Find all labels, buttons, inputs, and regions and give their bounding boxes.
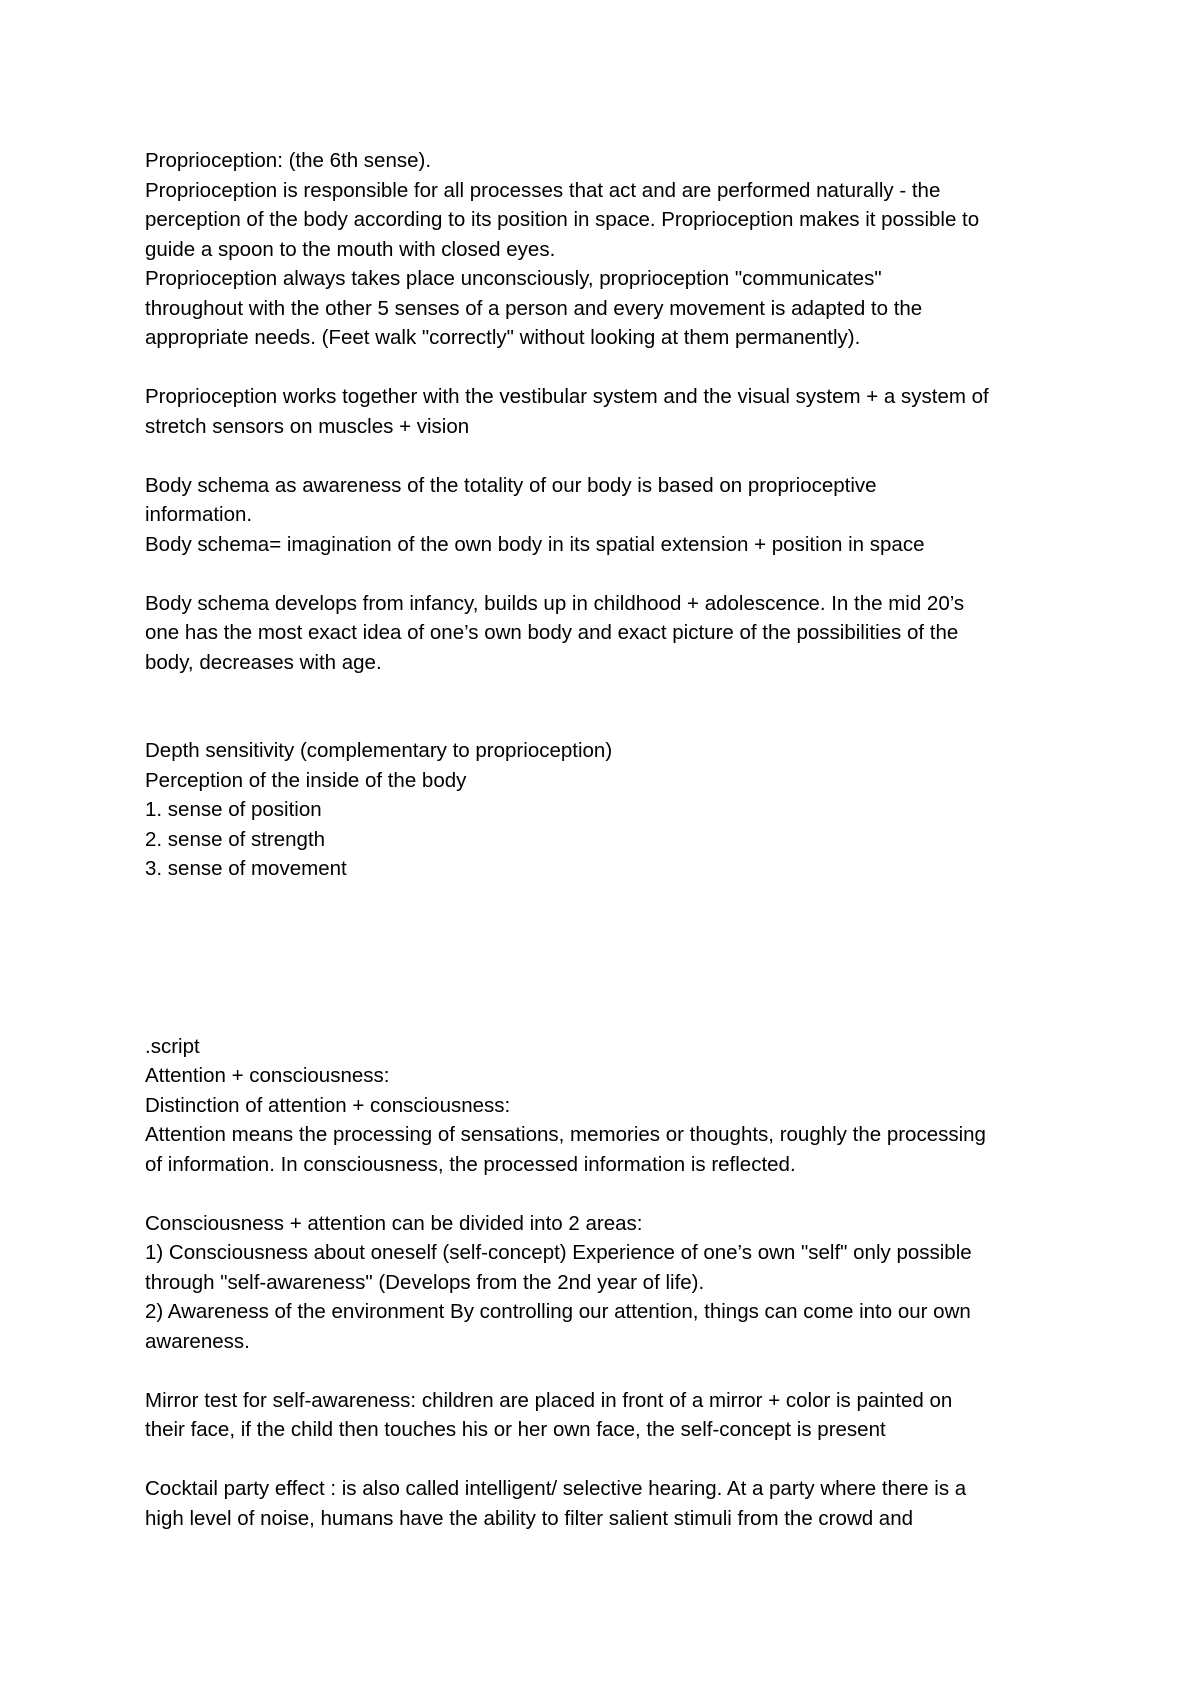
text-line: awareness.: [145, 1329, 250, 1353]
attention-paragraph: [145, 1032, 1075, 1180]
text-line: one has the most exact idea of one’s own body and exact picture of the possibilities of the: [145, 621, 959, 644]
text-line: body, decreases with age.: [145, 650, 382, 674]
paragraph-gap: [145, 441, 1075, 471]
body-schema-paragraph: [145, 471, 1075, 560]
text-line: Distinction of attention + consciousness:: [145, 1093, 511, 1117]
document-body: [145, 146, 1075, 1533]
paragraph-gap: [145, 353, 1075, 383]
list-item: 2) Awareness of the environment By controlling our attention, things can come into our own: [145, 1300, 971, 1323]
text-line: Cocktail party effect : is also called intelligent/ selective hearing. At a party where there is a: [145, 1477, 967, 1500]
text-line: through "self-awareness" (Develops from the 2nd year of life).: [145, 1270, 705, 1294]
text-line: Proprioception works together with the vestibular system and the visual system + a system of: [145, 385, 989, 408]
text-line: high level of noise, humans have the ability to filter salient stimuli from the crowd and: [145, 1506, 913, 1530]
text-line: Body schema as awareness of the totality of our body is based on proprioceptive: [145, 473, 877, 497]
heading-proprioception: Proprioception: (the 6th sense).: [145, 149, 432, 172]
text-line: perception of the body according to its position in space. Proprioception makes it possible to: [145, 208, 980, 231]
text-line: Attention means the processing of sensations, memories or thoughts, roughly the processing: [145, 1123, 986, 1146]
script-label: .script: [145, 1034, 200, 1058]
text-line: information.: [145, 503, 253, 526]
text-line: Consciousness + attention can be divided into 2 areas:: [145, 1211, 643, 1235]
section-gap: [145, 884, 1075, 1032]
text-line: of information. In consciousness, the processed information is reflected.: [145, 1152, 796, 1176]
mirror-test-paragraph: [145, 1386, 1075, 1445]
text-line: appropriate needs. (Feet walk "correctly" without looking at them permanently).: [145, 326, 861, 349]
list-item: 1. sense of position: [145, 798, 322, 821]
development-paragraph: [145, 589, 1075, 678]
text-line: throughout with the other 5 senses of a person and every movement is adapted to the: [145, 296, 923, 320]
list-item: 3. sense of movement: [145, 857, 347, 880]
text-line: Proprioception is responsible for all processes that act and are performed naturally - the: [145, 178, 941, 202]
paragraph-gap: [145, 1445, 1075, 1475]
cocktail-party-paragraph: [145, 1474, 1075, 1533]
text-line: Body schema= imagination of the own body in its spatial extension + position in space: [145, 532, 925, 556]
paragraph-gap: [145, 1356, 1075, 1386]
paragraph-gap: [145, 1179, 1075, 1209]
systems-paragraph: [145, 382, 1075, 441]
depth-sensitivity-paragraph: [145, 736, 1075, 884]
list-item: 2. sense of strength: [145, 827, 326, 851]
text-line: guide a spoon to the mouth with closed eyes.: [145, 237, 556, 261]
areas-paragraph: [145, 1209, 1075, 1357]
text-line: Proprioception always takes place unconsciously, proprioception "communicates": [145, 267, 882, 290]
paragraph-gap: [145, 559, 1075, 589]
text-line: Perception of the inside of the body: [145, 768, 467, 792]
proprioception-paragraph: [145, 146, 1075, 353]
section-gap: [145, 677, 1075, 736]
text-line: Body schema develops from infancy, builds up in childhood + adolescence. In the mid 20’s: [145, 591, 965, 615]
heading-attention: Attention + consciousness:: [145, 1064, 390, 1087]
list-item: 1) Consciousness about oneself (self-concept) Experience of one’s own "self" only possible: [145, 1241, 972, 1264]
text-line: stretch sensors on muscles + vision: [145, 414, 470, 438]
text-line: their face, if the child then touches his or her own face, the self-concept is present: [145, 1418, 886, 1441]
heading-depth-sensitivity: Depth sensitivity (complementary to proprioception): [145, 739, 613, 762]
text-line: Mirror test for self-awareness: children are placed in front of a mirror + color is painted on: [145, 1388, 953, 1412]
